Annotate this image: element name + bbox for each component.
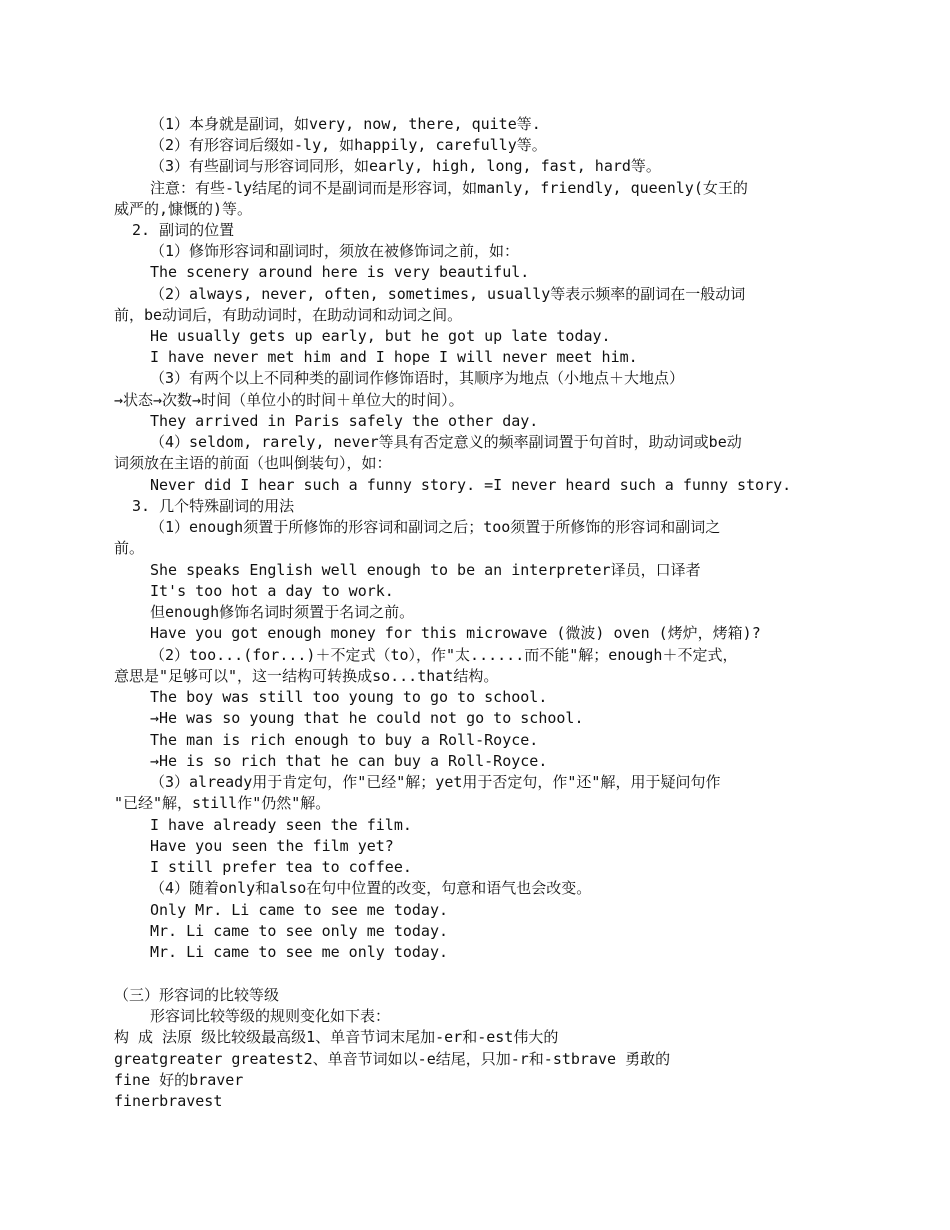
section-heading: 3. 几个特殊副词的用法 bbox=[132, 497, 295, 515]
example-sentence: The boy was still too young to go to school. bbox=[150, 688, 548, 706]
example-sentence: Never did I hear such a funny story. =I never heard such a funny story. bbox=[150, 476, 792, 494]
text-line: （2）too...(for...)＋不定式（to），作"太......而不能"解；enough＋不定式， bbox=[150, 646, 738, 664]
text-line: 形容词比较等级的规则变化如下表： bbox=[150, 1007, 391, 1025]
text-line: 威严的,慷慨的)等。 bbox=[114, 200, 253, 218]
example-sentence: →He was so young that he could not go to school. bbox=[150, 709, 584, 727]
section-heading: （三）形容词的比较等级 bbox=[114, 986, 280, 1004]
example-sentence: Have you got enough money for this microwave (微波) oven (烤炉，烤箱)? bbox=[150, 624, 761, 642]
text-line: （3）有些副词与形容词同形，如early, high, long, fast, hard等。 bbox=[150, 157, 661, 175]
example-sentence: She speaks English well enough to be an interpreter译员，口译者 bbox=[150, 561, 701, 579]
example-sentence: They arrived in Paris safely the other day. bbox=[150, 412, 539, 430]
text-line: 但enough修饰名词时须置于名词之前。 bbox=[150, 603, 415, 621]
example-sentence: Only Mr. Li came to see me today. bbox=[150, 901, 449, 919]
example-sentence: Have you seen the film yet? bbox=[150, 837, 394, 855]
example-sentence: It's too hot a day to work. bbox=[150, 582, 394, 600]
example-sentence: Mr. Li came to see me only today. bbox=[150, 943, 449, 961]
text-line: （1）修饰形容词和副词时，须放在被修饰词之前，如： bbox=[150, 242, 520, 260]
text-line: 意思是"足够可以"，这一结构可转换成so...that结构。 bbox=[114, 667, 499, 685]
table-text-line: 构 成 法原 级比较级最高级1、单音节词末尾加-er和-est伟大的 bbox=[114, 1028, 559, 1046]
table-text-line: greatgreater greatest2、单音节词如以-e结尾，只加-r和-stbrave 勇敢的 bbox=[114, 1050, 671, 1068]
text-line: 前。 bbox=[114, 539, 145, 557]
text-line: （4）seldom, rarely, never等具有否定意义的频率副词置于句首时，助动词或be动 bbox=[150, 433, 742, 451]
example-sentence: He usually gets up early, but he got up late today. bbox=[150, 327, 611, 345]
table-text-line: fine 好的braver bbox=[114, 1071, 244, 1089]
example-sentence: Mr. Li came to see only me today. bbox=[150, 922, 449, 940]
example-sentence: I still prefer tea to coffee. bbox=[150, 858, 412, 876]
text-line: （1）enough须置于所修饰的形容词和副词之后；too须置于所修饰的形容词和副词之 bbox=[150, 518, 721, 536]
example-sentence: I have already seen the film. bbox=[150, 816, 412, 834]
text-line: →状态→次数→时间（单位小的时间＋单位大的时间）。 bbox=[114, 391, 464, 409]
text-line: "已经"解，still作"仍然"解。 bbox=[114, 794, 331, 812]
section-heading: 2. 副词的位置 bbox=[132, 221, 235, 239]
text-line: （3）有两个以上不同种类的副词作修饰语时，其顺序为地点（小地点＋大地点） bbox=[150, 369, 685, 387]
example-sentence: I have never met him and I hope I will never meet him. bbox=[150, 348, 638, 366]
text-line: 前，be动词后，有助动词时，在助动词和动词之间。 bbox=[114, 306, 463, 324]
example-sentence: →He is so rich that he can buy a Roll-Royce. bbox=[150, 752, 548, 770]
example-sentence: The man is rich enough to buy a Roll-Royce. bbox=[150, 731, 539, 749]
text-line: 注意：有些-ly结尾的词不是副词而是形容词，如manly, friendly, queenly(女王的 bbox=[150, 179, 748, 197]
text-line: （3）already用于肯定句，作"已经"解；yet用于否定句，作"还"解，用于疑问句作 bbox=[150, 773, 721, 791]
text-line: （2）有形容词后缀如-ly, 如happily, carefully等。 bbox=[150, 136, 547, 154]
text-line: （1）本身就是副词，如very, now, there, quite等. bbox=[150, 115, 541, 133]
text-line: 词须放在主语的前面（也叫倒装句），如： bbox=[114, 454, 392, 472]
example-sentence: The scenery around here is very beautiful. bbox=[150, 263, 530, 281]
text-line: （2）always, never, often, sometimes, usually等表示频率的副词在一般动词 bbox=[150, 285, 746, 303]
text-line: （4）随着only和also在句中位置的改变，句意和语气也会改变。 bbox=[150, 879, 592, 897]
table-text-line: finerbravest bbox=[114, 1092, 223, 1110]
